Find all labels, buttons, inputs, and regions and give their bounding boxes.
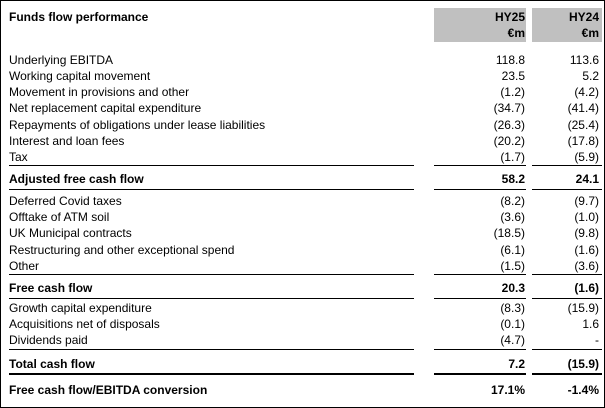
hy24-value: (4.2)	[574, 85, 599, 99]
hy24-value: 24.1	[575, 172, 599, 186]
hy25-value: 17.1%	[490, 383, 525, 397]
row-divider	[434, 189, 526, 190]
row-label: Other	[9, 259, 40, 273]
hy25-value: (1.7)	[500, 150, 525, 164]
row-label: Growth capital expenditure	[9, 301, 152, 315]
row-label: Tax	[9, 150, 28, 164]
hy25-value: (34.7)	[493, 101, 525, 115]
row-divider	[434, 165, 526, 166]
row-label: Free cash flow	[9, 281, 93, 295]
row-label: Dividends paid	[9, 333, 88, 347]
hy24-value: (41.4)	[567, 101, 599, 115]
table-row	[1, 193, 604, 209]
row-label: Repayments of obligations under lease liabilities	[9, 118, 266, 132]
hy25-period-label: HY25	[494, 10, 525, 24]
hy24-value: (3.6)	[574, 259, 599, 273]
hy24-value: (9.8)	[574, 226, 599, 240]
hy24-value: 113.6	[569, 53, 599, 67]
hy24-value: (9.7)	[574, 194, 599, 208]
row-divider	[9, 189, 414, 190]
table-row	[1, 117, 604, 133]
table-row	[1, 242, 604, 258]
table-row	[1, 100, 604, 116]
row-label: Working capital movement	[9, 69, 151, 83]
hy24-unit-label: €m	[581, 26, 599, 40]
row-divider	[532, 298, 602, 299]
row-label: Adjusted free cash flow	[9, 172, 144, 186]
row-divider	[9, 298, 414, 299]
row-label: Free cash flow/EBITDA conversion	[9, 383, 208, 397]
row-label: Underlying EBITDA	[9, 53, 114, 67]
hy25-value: (1.2)	[500, 85, 525, 99]
table-row	[1, 209, 604, 225]
hy25-unit-label: €m	[507, 26, 525, 40]
hy24-value: (1.6)	[574, 281, 599, 295]
hy24-value: (17.8)	[567, 134, 599, 148]
hy25-value: (6.1)	[500, 243, 525, 257]
hy24-value: (15.9)	[567, 357, 599, 371]
total-divider	[434, 373, 526, 375]
row-label: UK Municipal contracts	[9, 226, 132, 240]
table-row	[1, 258, 604, 274]
table-row	[1, 52, 604, 68]
row-label: Deferred Covid taxes	[9, 194, 122, 208]
row-label: Total cash flow	[9, 357, 95, 371]
hy25-value: (26.3)	[493, 118, 525, 132]
row-label: Restructuring and other exceptional spend	[9, 243, 235, 257]
table-row	[1, 149, 604, 165]
table-row	[1, 84, 604, 100]
hy25-value: 20.3	[501, 281, 525, 295]
total-divider	[9, 373, 414, 375]
conversion-row	[1, 382, 604, 398]
hy25-value: 7.2	[508, 357, 525, 371]
hy25-value: (1.5)	[500, 259, 525, 273]
hy24-value: (1.0)	[574, 210, 599, 224]
hy25-value: (4.7)	[500, 333, 525, 347]
hy24-value: (25.4)	[567, 118, 599, 132]
table-row	[1, 332, 604, 348]
row-label: Offtake of ATM soil	[9, 210, 110, 224]
table-row	[1, 133, 604, 149]
hy25-value: (8.2)	[500, 194, 525, 208]
hy24-period-label: HY24	[568, 10, 599, 24]
hy25-value: (3.6)	[500, 210, 525, 224]
row-divider	[9, 349, 414, 350]
row-divider	[434, 274, 526, 275]
hy25-value: (20.2)	[493, 134, 525, 148]
table-row	[1, 316, 604, 332]
hy25-value: 58.2	[501, 172, 525, 186]
table-row	[1, 300, 604, 316]
row-label: Net replacement capital expenditure	[9, 101, 202, 115]
row-divider	[532, 274, 602, 275]
total-row-total-cash-flow	[1, 356, 604, 372]
row-label: Acquisitions net of disposals	[9, 317, 160, 331]
hy24-value: 5.2	[582, 69, 599, 83]
row-divider	[532, 165, 602, 166]
hy25-value: (18.5)	[493, 226, 525, 240]
hy25-value: (0.1)	[500, 317, 525, 331]
table-title: Funds flow performance	[9, 10, 149, 24]
hy24-value: -1.4%	[567, 383, 599, 397]
row-divider	[532, 349, 602, 350]
subtotal-row-adjusted-free-cash-flow	[1, 171, 604, 187]
hy25-value: 118.8	[495, 53, 525, 67]
hy24-value: (5.9)	[574, 150, 599, 164]
row-divider	[434, 349, 526, 350]
row-label: Interest and loan fees	[9, 134, 125, 148]
table-row	[1, 68, 604, 84]
hy24-value: 1.6	[582, 317, 599, 331]
table-row	[1, 225, 604, 241]
hy24-value: (15.9)	[567, 301, 599, 315]
subtotal-row-free-cash-flow	[1, 280, 604, 296]
row-divider	[9, 274, 414, 275]
total-divider	[532, 373, 602, 375]
row-divider	[434, 298, 526, 299]
hy25-value: 23.5	[501, 69, 525, 83]
row-divider	[9, 165, 414, 166]
row-divider	[532, 189, 602, 190]
hy24-value: (1.6)	[574, 243, 599, 257]
hy25-value: (8.3)	[500, 301, 525, 315]
row-label: Movement in provisions and other	[9, 85, 190, 99]
hy24-value: -	[595, 333, 599, 347]
